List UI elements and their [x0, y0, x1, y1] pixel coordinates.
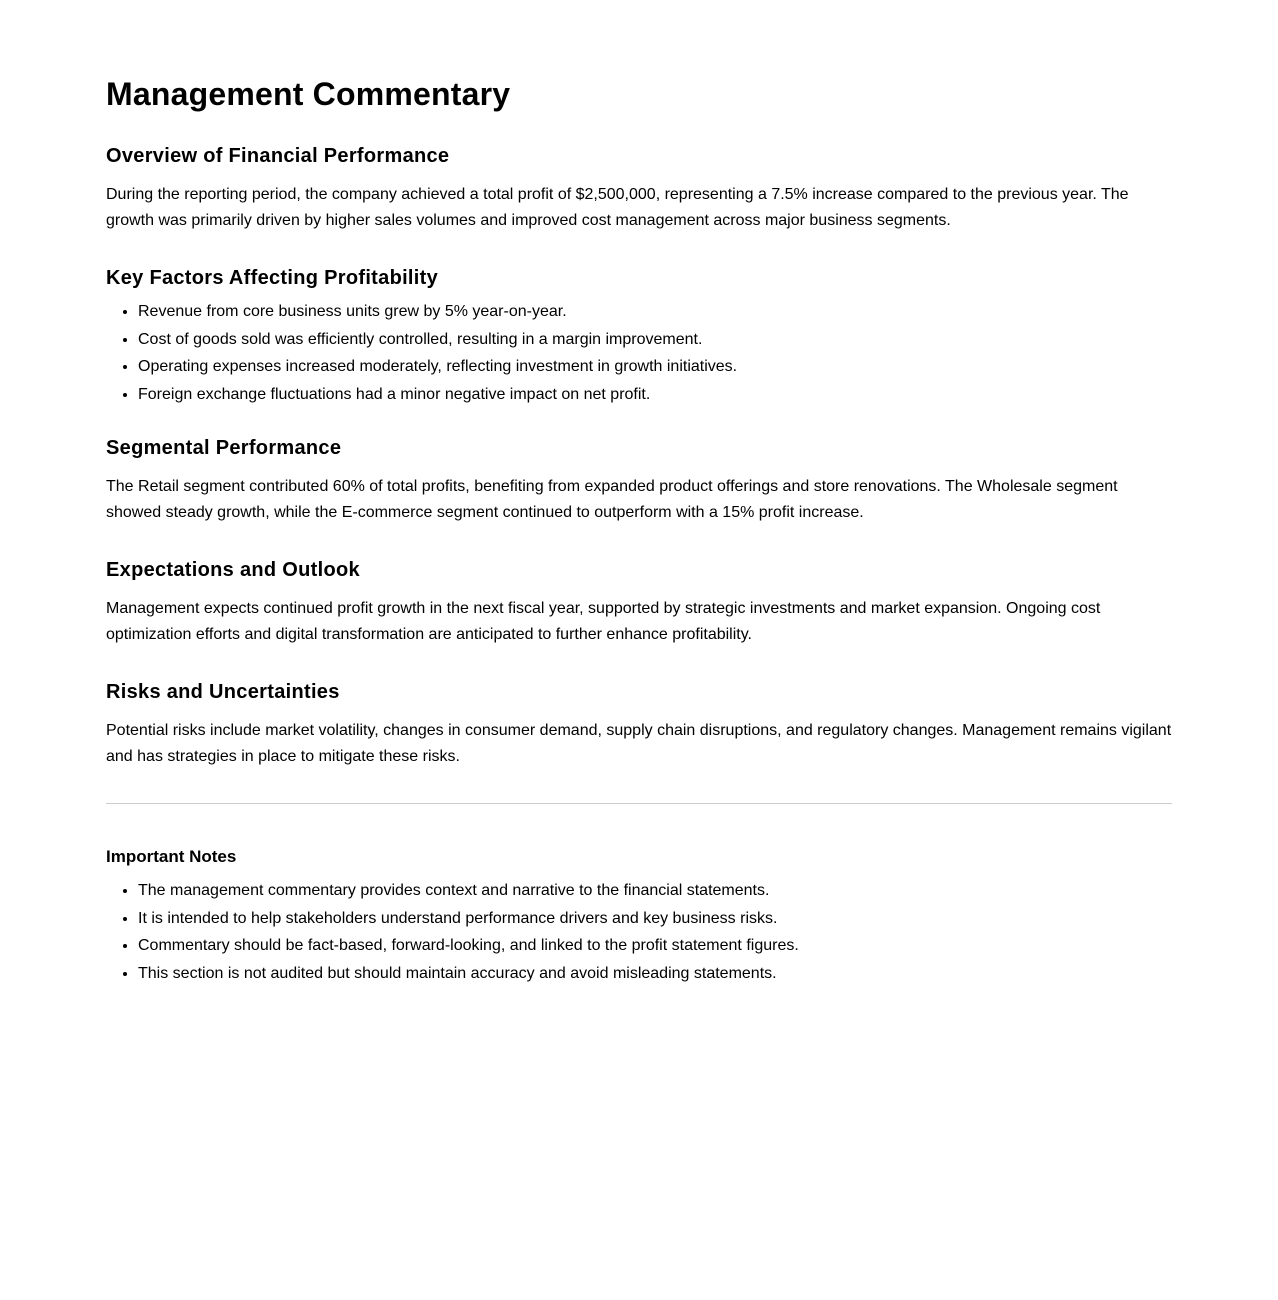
page-title: Management Commentary: [106, 76, 511, 112]
risks-text: Potential risks include market volatility, changes in consumer demand, supply chain disruptions, and regulatory changes. Management remains vigilant and has strategies in place to mitigate these risks.: [106, 722, 1172, 766]
key-factors-heading: Key Factors Affecting Profitability: [106, 267, 439, 289]
risks-heading: Risks and Uncertainties: [106, 681, 340, 704]
list-item: • Foreign exchange fluctuations had a minor negative impact on net profit.: [138, 385, 1172, 405]
notes-heading: Important Notes: [106, 847, 237, 867]
segmental-text: The Retail segment contributed 60% of total profits, benefiting from expanded product offerings and store renovations. The Wholesale segment showed steady growth, while the E-commerce segment continued to outperform with a 15% profit increase.: [106, 478, 1118, 522]
list-item: • Operating expenses increased moderately, reflecting investment in growth initiatives.: [138, 357, 1172, 377]
list-item: • It is intended to help stakeholders understand performance drivers and key business risks.: [138, 909, 1172, 929]
key-factors-list: [106, 302, 1172, 405]
overview-text: During the reporting period, the company achieved a total profit of $2,500,000, representing a 7.5% increase compared to the previous year. The growth was primarily driven by higher sales volumes and improved cost management across major business segments.: [106, 186, 1129, 229]
outlook-text: Management expects continued profit growth in the next fiscal year, supported by strategic investments and market expansion. Ongoing cost optimization efforts and digital transformation are anticipated to further enhance profitability.: [106, 600, 1101, 644]
outlook-heading: Expectations and Outlook: [106, 559, 360, 582]
list-item: • Commentary should be fact-based, forward-looking, and linked to the profit statement figures.: [138, 936, 1172, 956]
list-item: • The management commentary provides context and narrative to the financial statements.: [138, 881, 1172, 901]
list-item: • Revenue from core business units grew by 5% year-on-year.: [138, 302, 1172, 322]
risks-section: [106, 680, 1172, 770]
list-item: • This section is not audited but should maintain accuracy and avoid misleading statements.: [138, 964, 1172, 984]
outlook-section: [106, 558, 1172, 648]
notes-section: [106, 846, 1172, 984]
overview-heading: Overview of Financial Performance: [106, 145, 450, 167]
segmental-section: [106, 436, 1172, 526]
segmental-heading: Segmental Performance: [106, 437, 342, 460]
key-factors-section: [106, 266, 1172, 405]
list-item: • Cost of goods sold was efficiently controlled, resulting in a margin improvement.: [138, 330, 1172, 350]
notes-list: [106, 881, 1172, 984]
overview-section: [106, 144, 1172, 234]
section-divider: [106, 803, 1172, 804]
